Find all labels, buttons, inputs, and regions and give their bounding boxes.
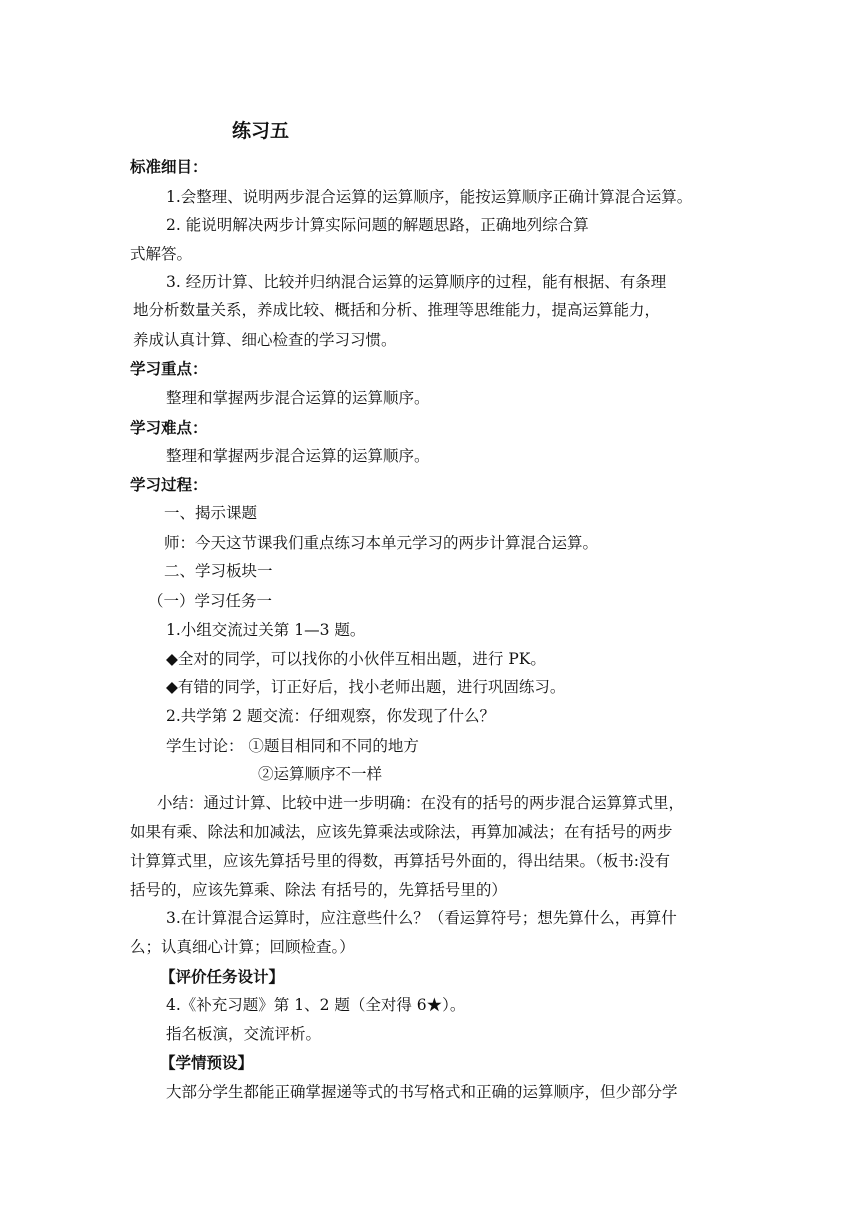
paragraph-line: 整理和掌握两步混合运算的运算顺序。	[166, 389, 430, 407]
heading-standards: 标准细目：	[130, 157, 208, 176]
paragraph-line: 二、学习板块一	[164, 562, 273, 580]
paragraph-line: 2.共学第 2 题交流：仔细观察，你发现了什么？	[166, 707, 496, 725]
paragraph-line: 学生讨论： ①题目相同和不同的地方	[166, 737, 419, 755]
paragraph-line: 师：今天这节课我们重点练习本单元学习的两步计算混合运算。	[164, 534, 599, 552]
paragraph-line: 小结：通过计算、比较中进一步明确：在没有的括号的两步混合运算算式里，	[157, 794, 685, 812]
paragraph-line: 4.《补充习题》第 1、2 题（全对得 6★）。	[166, 996, 466, 1014]
paragraph-line: 3.在计算混合运算时，应注意些什么？（看运算符号；想先算什么，再算什	[166, 909, 677, 927]
paragraph-line: 大部分学生都能正确掌握递等式的书写格式和正确的运算顺序，但少部分学	[166, 1083, 678, 1101]
paragraph-line: 整理和掌握两步混合运算的运算顺序。	[166, 447, 430, 465]
paragraph-line: 计算算式里，应该先算括号里的得数，再算括号外面的，得出结果。（板书:没有	[130, 852, 670, 870]
paragraph-line: 养成认真计算、细心检查的学习习惯。	[133, 331, 397, 349]
page-title: 练习五	[232, 120, 290, 142]
heading-key-points: 学习重点：	[130, 359, 208, 378]
paragraph-line: 1.小组交流过关第 1—3 题。	[166, 621, 366, 639]
heading-process: 学习过程：	[130, 475, 208, 494]
paragraph-line: 式解答。	[130, 245, 193, 263]
paragraph-line: 1.会整理、说明两步混合运算的运算顺序，能按运算顺序正确计算混合运算。	[166, 188, 693, 206]
heading-prediction: 【学情预设】	[160, 1053, 254, 1072]
paragraph-line: 指名板演，交流评析。	[166, 1025, 322, 1043]
heading-difficulties: 学习难点：	[130, 418, 208, 437]
paragraph-line: 一、揭示课题	[164, 504, 258, 522]
paragraph-line: （一）学习任务一	[148, 592, 273, 610]
paragraph-line: ◆全对的同学，可以找你的小伙伴互相出题，进行 PK。	[166, 650, 546, 668]
paragraph-line: 3. 经历计算、比较并归纳混合运算的运算顺序的过程，能有根据、有条理	[166, 273, 667, 291]
heading-evaluation: 【评价任务设计】	[160, 967, 285, 986]
paragraph-line: ②运算顺序不一样	[258, 765, 383, 783]
paragraph-line: 地分析数量关系，养成比较、概括和分析、推理等思维能力，提高运算能力，	[133, 301, 661, 319]
paragraph-line: 么；认真细心计算；回顾检查。）	[130, 938, 355, 956]
paragraph-line: 如果有乘、除法和加减法，应该先算乘法或除法，再算加减法；在有括号的两步	[130, 823, 673, 841]
paragraph-line: 括号的，应该先算乘、除法 有括号的，先算括号里的）	[130, 881, 507, 899]
paragraph-line: ◆有错的同学，订正好后，找小老师出题，进行巩固练习。	[166, 678, 566, 696]
paragraph-line: 2. 能说明解决两步计算实际问题的解题思路，正确地列综合算	[166, 216, 589, 234]
